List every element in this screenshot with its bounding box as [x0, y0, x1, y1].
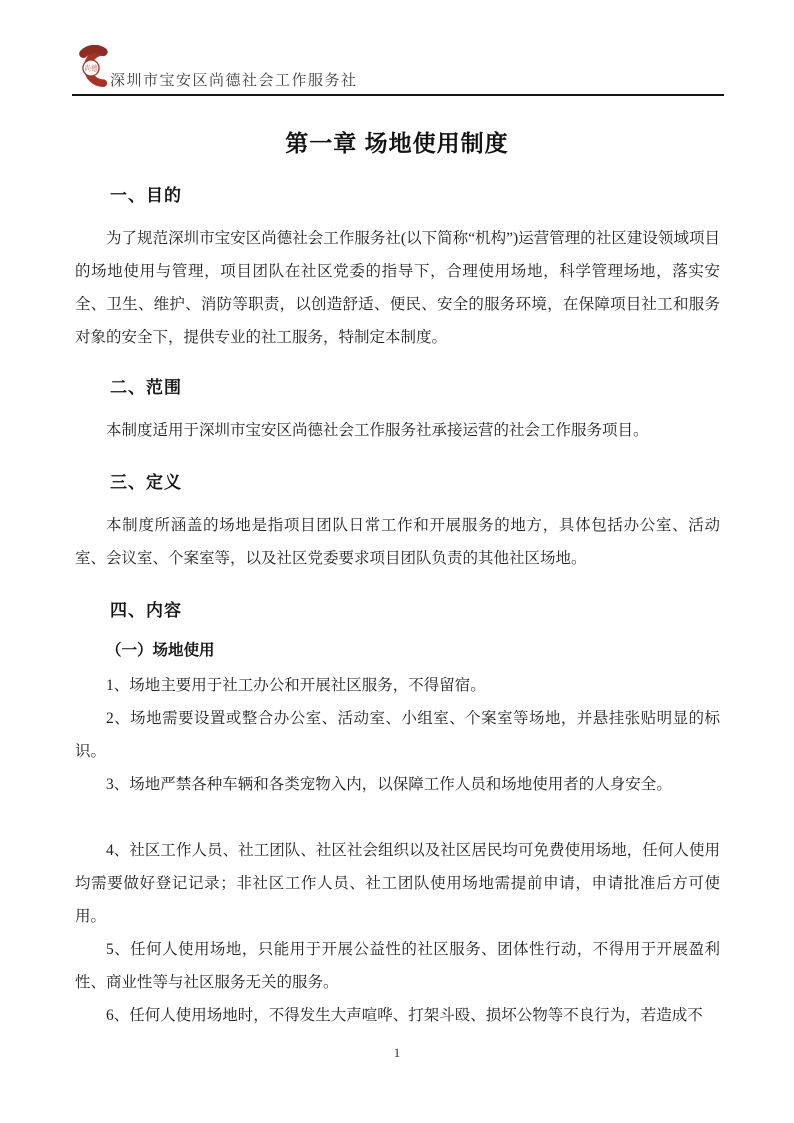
org-name: 深圳市宝安区尚德社会工作服务社: [110, 73, 358, 89]
paragraph-purpose: 为了规范深圳市宝安区尚德社会工作服务社(以下简称“机构”)运营管理的社区建设领域项目的场地使用与管理，项目团队在社区党委的指导下，合理使用场地，科学管理场地，落实安全、卫生、维护、消防等职责，以创造舒适、便民、安全的服务环境，在保障项目社工和服务对象的安全下，提供专业的社工服务，特制定本制度。: [75, 230, 720, 346]
list-item-4: 4、社区工作人员、社工团队、社区社会组织以及社区居民均可免费使用场地，任何人使用均需要做好登记记录；非社区工作人员、社工团队使用场地需提前申请，申请批准后方可使用。: [75, 842, 720, 925]
document-header: [72, 46, 724, 96]
page-number: 1: [393, 1045, 401, 1060]
logo-swoosh-icon: [72, 45, 110, 91]
paragraph-definition: 本制度所涵盖的场地是指项目团队日常工作和开展服务的地方，具体包括办公室、活动室、会议室、个案室等，以及社区党委要求项目团队负责的其他社区场地。: [75, 517, 720, 567]
list-item-2: 2、场地需要设置或整合办公室、活动室、小组室、个案室等场地，并悬挂张贴明显的标识。: [75, 710, 720, 760]
subsection-heading-site-usage: （一）场地使用: [106, 642, 215, 659]
chapter-title: 第一章 场地使用制度: [285, 130, 509, 156]
list-item-3: 3、场地严禁各种车辆和各类宠物入内，以保障工作人员和场地使用者的人身安全。: [106, 776, 672, 793]
blank-line: [0, 801, 794, 834]
list-item-6: 6、任何人使用场地时，不得发生大声喧哗、打架斗殴、损坏公物等不良行为，若造成不: [106, 1007, 703, 1024]
logo-seal-text: 尚德: [84, 65, 98, 73]
section-heading-purpose: 一、目的: [110, 186, 182, 205]
list-item-5: 5、任何人使用场地，只能用于开展公益性的社区服务、团体性行动，不得用于开展盈利性、商业性等与社区服务无关的服务。: [75, 941, 720, 991]
list-item-1: 1、场地主要用于社工办公和开展社区服务，不得留宿。: [106, 677, 486, 694]
section-heading-definition: 三、定义: [110, 473, 182, 492]
paragraph-scope: 本制度适用于深圳市宝安区尚德社会工作服务社承接运营的社会工作服务项目。: [106, 422, 649, 439]
section-heading-scope: 二、范围: [110, 378, 182, 397]
section-heading-content: 四、内容: [110, 601, 182, 620]
org-logo: [72, 45, 110, 91]
